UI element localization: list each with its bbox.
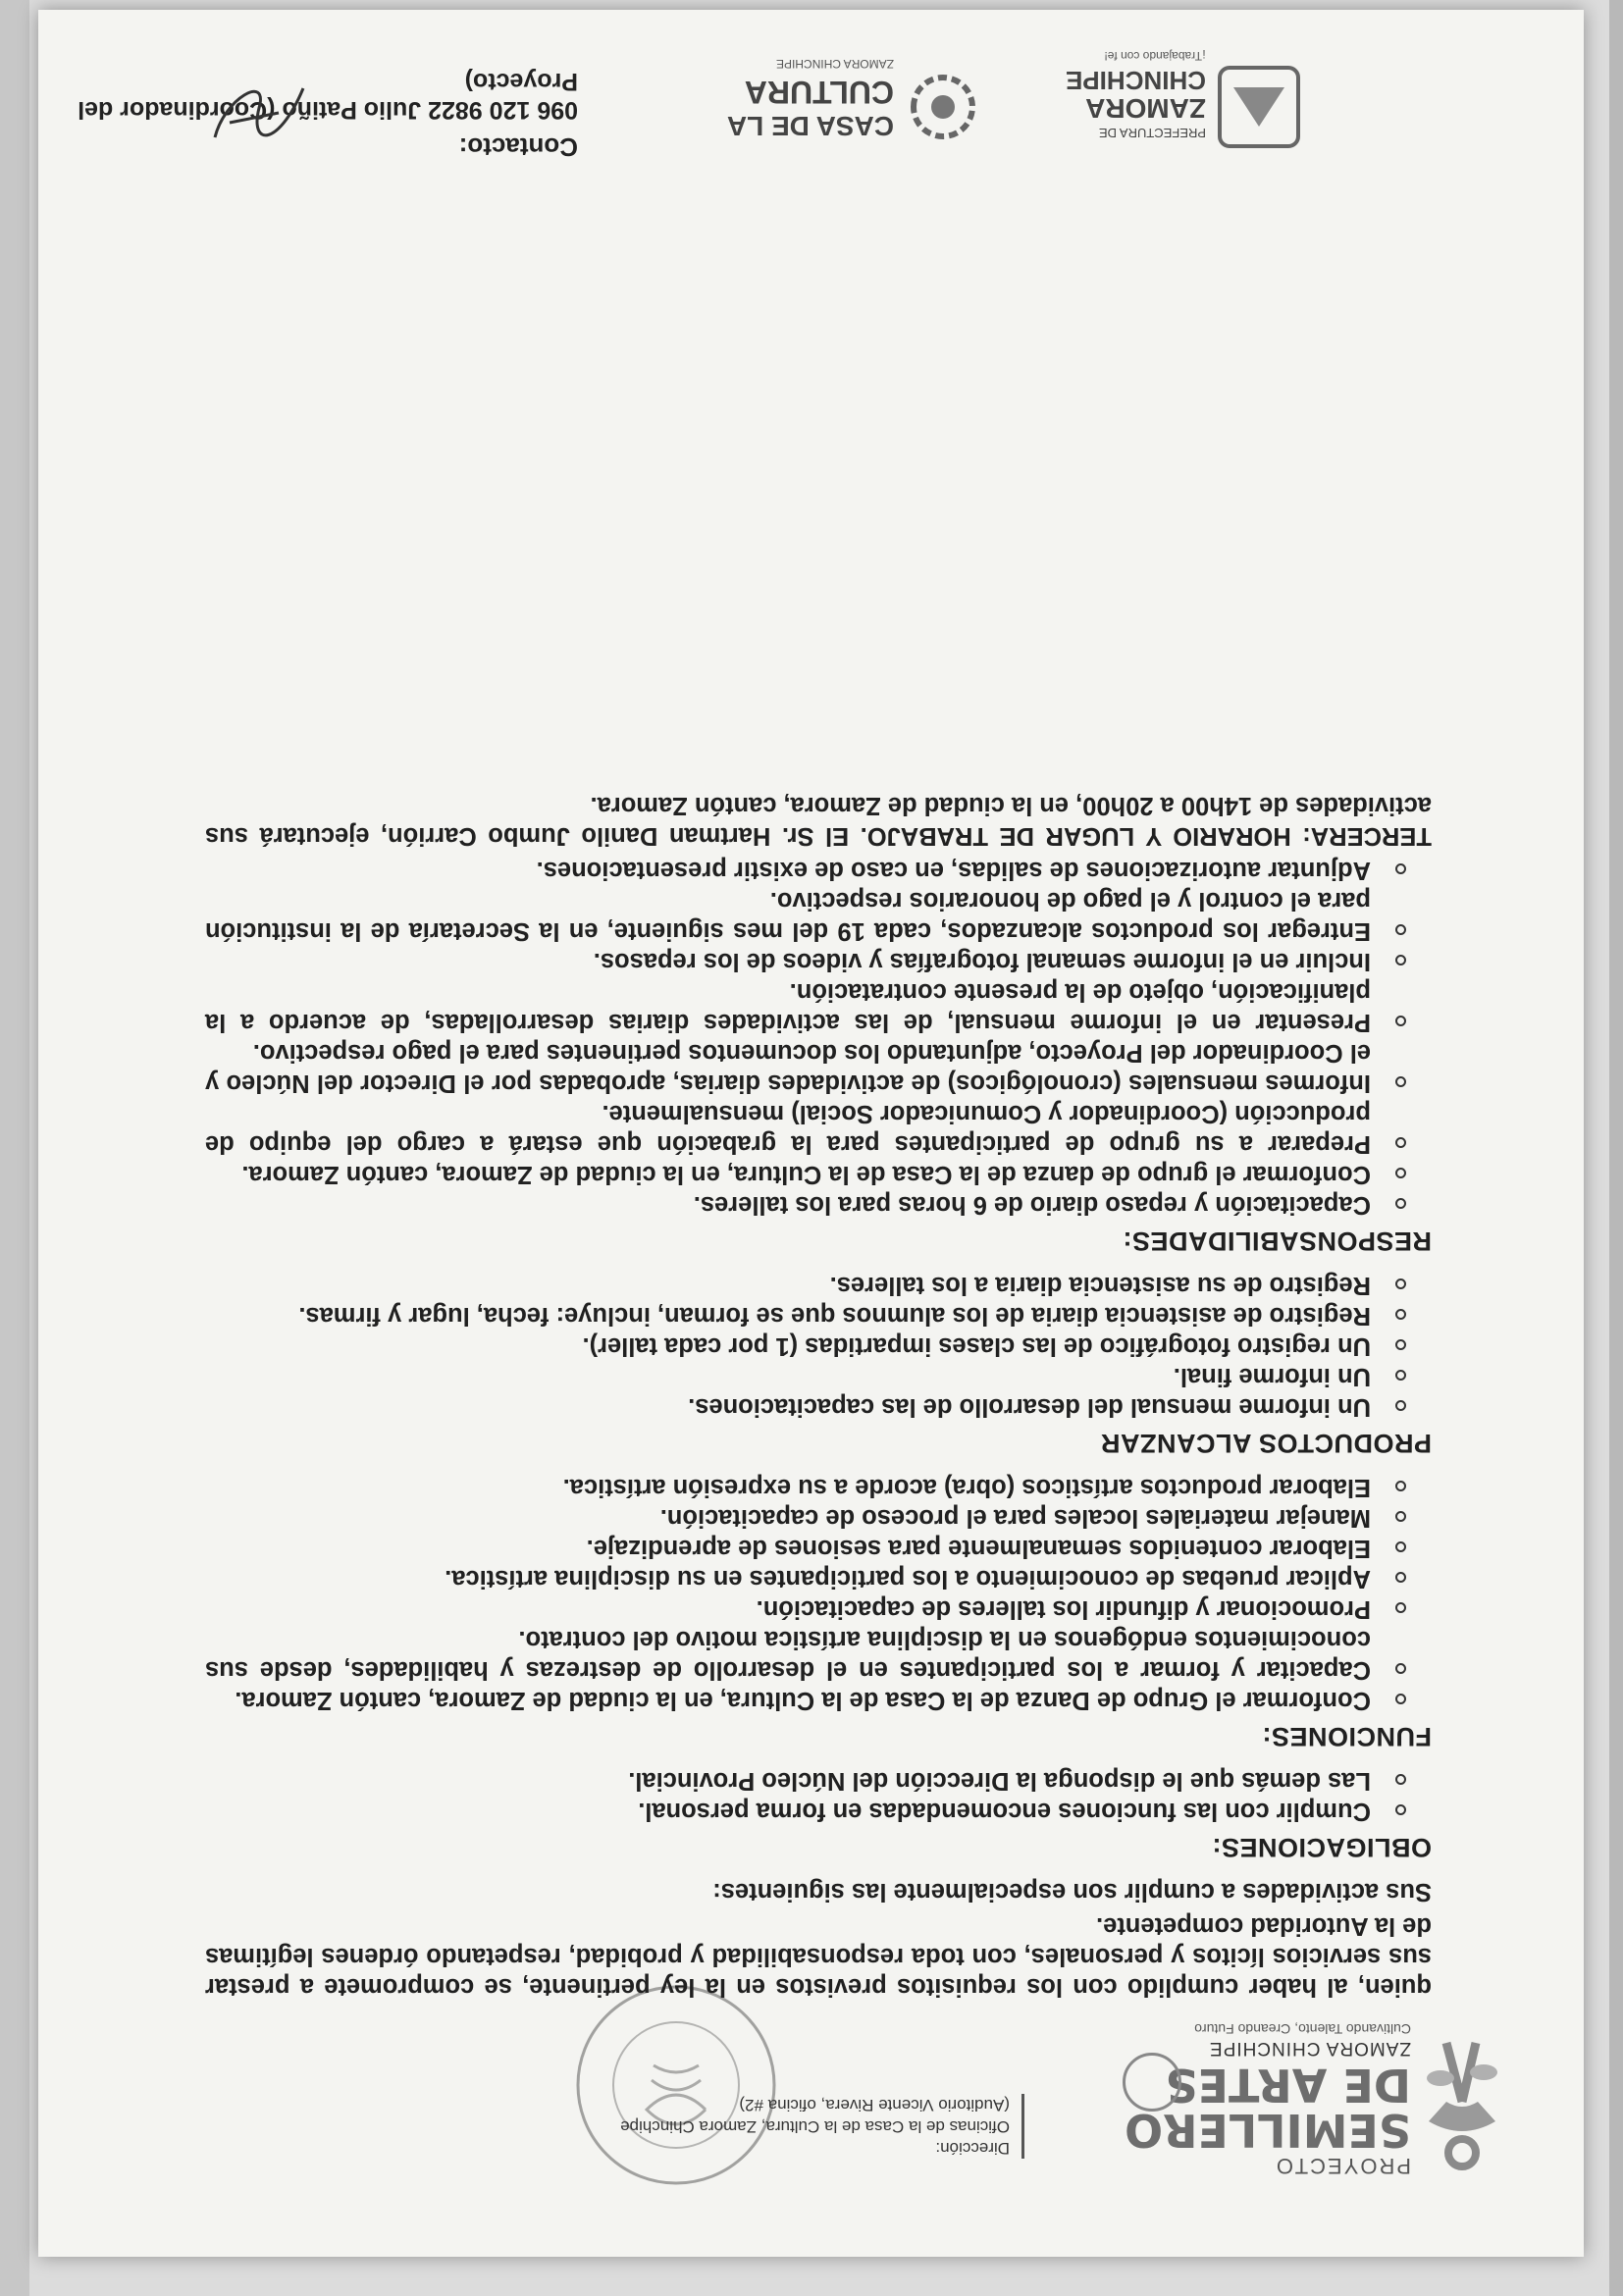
list-item: Un registro fotográfico de las clases impartidas (1 por cada taller). [205,1331,1371,1361]
casa-cultura-logo-icon [666,48,990,156]
list-item: Elaborar contenidos semanalmente para sesiones de aprendizaje. [205,1533,1371,1563]
document-body [205,786,1432,2002]
tercera-clause [205,790,1432,851]
letterhead [131,2021,1505,2188]
list-item: Elaborar productos artísticos (obra) acorde a su expresión artística. [205,1472,1371,1502]
contact-label: Contacto: [458,132,578,162]
pref-line1: PREFECTURA DE [1098,126,1206,140]
list-item: Las demás que le disponga la Dirección del Núcleo Provincial. [205,1765,1371,1796]
list-item: Cumplir con las funciones encomendadas en forma personal. [205,1796,1371,1826]
pref-tag: ¡Trabajando con fe! [1104,49,1206,63]
productos-list [205,1270,1432,1422]
casa-line2: CULTURA [744,75,894,110]
fingerprint-icon [1123,2053,1181,2112]
address-line1: Oficinas de la Casa de la Cultura, Zamora Chinchipe [620,2117,1010,2136]
brand-title-line1: SEMILLERO [1124,2104,1411,2157]
list-item: Entregar los productos alcanzados, cada 19 del mes siguiente, en la Secretaría de la institución para el control y el pago de honorarios respectivo. [205,887,1371,945]
list-item: Conformar el grupo de danza de la Casa de la Cultura, en la ciudad de Zamora, cantón Zamora. [205,1159,1371,1189]
list-item: Manejar materiales locales para el proceso de capacitación. [205,1502,1371,1533]
pref-line2: ZAMORA [1085,93,1206,124]
secretaria-seal-icon [563,1972,789,2198]
responsabilidades-list [205,855,1432,1220]
casa-line1: CASA DE LA [726,111,894,141]
productos-heading: PRODUCTOS ALCANZAR [1100,1429,1432,1458]
list-item: Presentar en el informe mensual, de las actividades diarias desarrolladas, de acuerdo a la planificación, objeto de la presente contratación. [205,978,1371,1036]
contact-block [68,59,578,162]
contact-value: 096 120 9822 Julio Patiño (Coordinador del Proyecto) [78,68,578,124]
list-item: Conformar el Grupo de Danza de la Casa de la Cultura, en la ciudad de Zamora, cantón Zamora. [205,1685,1371,1715]
address-line2: (Auditorio Vicente Rivera, oficina #2) [739,2096,1010,2114]
brand-tagline: Cultivando Talento, Creando Futuro [1194,2021,1411,2037]
tercera-text: El Sr. Hartman Danilo Jumbo Carrión, ejecutará sus actividades de 14h00 a 20h00, en la ciudad de Zamora, cantón Zamora. [205,792,1432,850]
tercera-heading: TERCERA: HORARIO Y LUGAR DE TRABAJO. [860,822,1432,850]
list-item: Aplicar pruebas de conocimiento a los participantes en su disciplina artística. [205,1563,1371,1593]
semillero-logo-icon [1419,2033,1505,2180]
brand-title-line2: DE ARTES [1165,2059,1411,2112]
handwritten-signature-icon [200,69,318,157]
intro-activities: Sus actividades a cumplir son especialmente las siguientes: [712,1878,1432,1905]
list-item: Capacitación y repaso diario de 6 horas para los talleres. [205,1189,1371,1220]
list-item: Promocionar y difundir los talleres de capacitación. [205,1593,1371,1624]
address-label: Dirección: [935,2139,1010,2158]
prefectura-logo-icon [1010,48,1304,156]
list-item: Un informe mensual del desarrollo de las capacitaciones. [205,1391,1371,1422]
list-item: Un informe final. [205,1361,1371,1391]
funciones-heading: FUNCIONES: [1262,1722,1432,1751]
casa-line3: ZAMORA CHINCHIPE [775,57,894,71]
pref-line3: CHINCHIPE [1065,66,1206,95]
funciones-list [205,1472,1432,1715]
responsabilidades-heading: RESPONSABILIDADES: [1122,1226,1432,1256]
obligaciones-heading: OBLIGACIONES: [1211,1833,1432,1862]
list-item: Incluir en el informe semanal fotografías y videos de los repasos. [205,946,1371,976]
brand-subtitle: ZAMORA CHINCHIPE [1208,2038,1411,2059]
list-item: Capacitar y formar a los participantes en el desarrollo de destrezas y habilidades, desde sus conocimientos endógenos en la disciplina artística motivo del contrato. [205,1626,1371,1684]
list-item: Preparar a su grupo de participantes para la grabación que estará a cargo del equipo de producción (Coordinador y Comunicador Social) mensualmente. [205,1100,1371,1158]
list-item: Adjuntar autorizaciones de salidas, en caso de existir presentaciones. [205,855,1371,885]
list-item: Informes mensuales (cronológicos) de actividades diarias, aprobadas por el Director del Núcleo y el Coordinador del Proyecto, adjuntando los documentos pertinentes para el pago respectivo. [205,1039,1371,1097]
list-item: Registro de su asistencia diaria a los talleres. [205,1270,1371,1300]
brand-proyecto: PROYECTO [1274,2154,1411,2178]
list-item: Registro de asistencia diaria de los alumnos que se forman, incluye: fecha, lugar y firmas. [205,1300,1371,1331]
obligaciones-list [205,1765,1432,1826]
intro-paragraph: quien, al haber cumplido con los requisitos previstos en la ley pertinente, se compromete a prestar sus servicios lícitos y personales, con toda responsabilidad y probidad, respetando órdenes legítimas de la Autoridad competente. [205,1912,1432,2001]
